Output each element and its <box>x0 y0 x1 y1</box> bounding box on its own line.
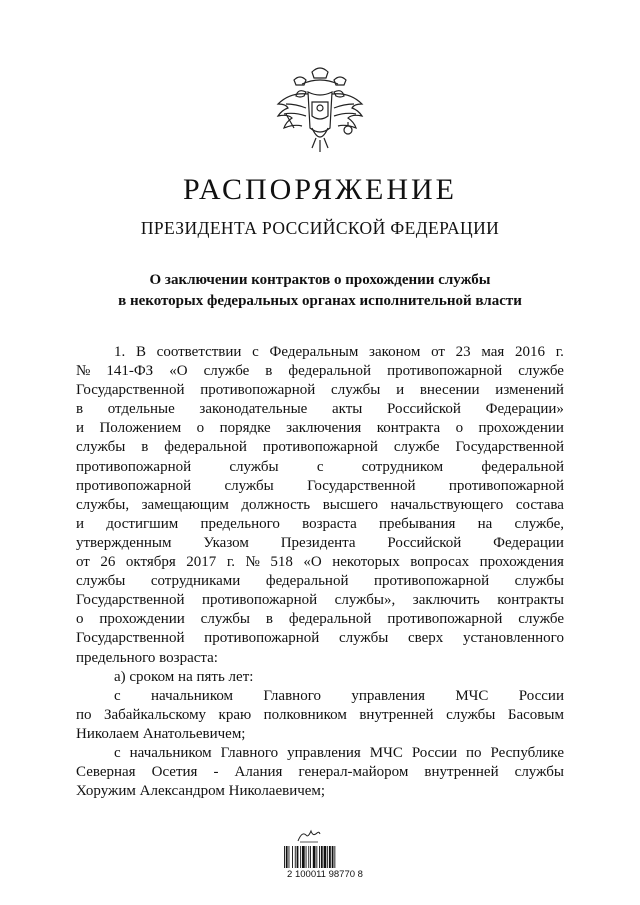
text-line: утвержденным Указом Президента Российской Федерации <box>76 534 564 551</box>
document-body <box>76 343 564 801</box>
text-line: Государственной противопожарной службы сверх установленного <box>76 630 564 647</box>
signature-mark-icon <box>296 828 322 844</box>
document-title: РАСПОРЯЖЕНИЕ <box>182 173 458 206</box>
barcode-number: 2 100011 98770 8 <box>287 869 363 880</box>
text-line: противопожарной службы Государственной противопожарной <box>76 477 564 494</box>
text-line: с начальником Главного управления МЧС России <box>114 687 564 704</box>
text-line: Хоружим Александром Николаевичем; <box>76 783 326 800</box>
text-line: службы, замещающим должность высшего начальствующего состава <box>76 496 564 513</box>
text-line: а) сроком на пять лет: <box>114 668 254 685</box>
text-line: и Положением о порядке заключения контракта о прохождении <box>76 420 564 437</box>
text-line: по Забайкальскому краю полковником внутренней службы Басовым <box>76 706 564 723</box>
text-line: Государственной противопожарной службы и внесении изменений <box>76 382 564 399</box>
text-line: 1. В соответствии с Федеральным законом от 23 мая 2016 г. <box>114 344 564 360</box>
text-line: в отдельные законодательные акты Российской Федерации» <box>76 401 564 418</box>
text-line: Государственной противопожарной службы», заключить контракты <box>76 592 564 609</box>
text-line: противопожарной службы с сотрудником федеральной <box>76 458 564 475</box>
paragraph-4 <box>76 744 564 801</box>
text-line: с начальником Главного управления МЧС России по Республике <box>114 744 564 761</box>
barcode-icon <box>283 846 363 868</box>
text-line: о прохождении службы в федеральной противопожарной службе <box>76 611 564 628</box>
paragraph-1 <box>76 343 564 668</box>
heading-line-2: в некоторых федеральных органах исполнительной власти <box>118 293 522 309</box>
heading-line-1: О заключении контрактов о прохождении службы <box>149 272 491 288</box>
paragraph-3 <box>76 687 564 744</box>
document-heading <box>0 270 640 312</box>
paragraph-2 <box>76 668 564 687</box>
text-line: службы в федеральной противопожарной службе Государственной <box>76 439 564 456</box>
document-subtitle: ПРЕЗИДЕНТА РОССИЙСКОЙ ФЕДЕРАЦИИ <box>140 218 500 238</box>
text-line: службы сотрудниками федеральной противопожарной службы <box>76 573 564 590</box>
text-line: и достигшим предельного возраста пребывания на службе, <box>76 515 564 532</box>
russian-coat-of-arms-icon <box>272 62 368 158</box>
text-line: Николаем Анатольевичем; <box>76 725 246 742</box>
text-line: № 141-ФЗ «О службе в федеральной противопожарной службе <box>76 363 564 380</box>
text-line: предельного возраста: <box>76 649 218 666</box>
text-line: Северная Осетия - Алания генерал-майором внутренней службы <box>76 764 564 781</box>
text-line: от 26 октября 2017 г. № 518 «О некоторых вопросах прохождения <box>76 554 564 571</box>
